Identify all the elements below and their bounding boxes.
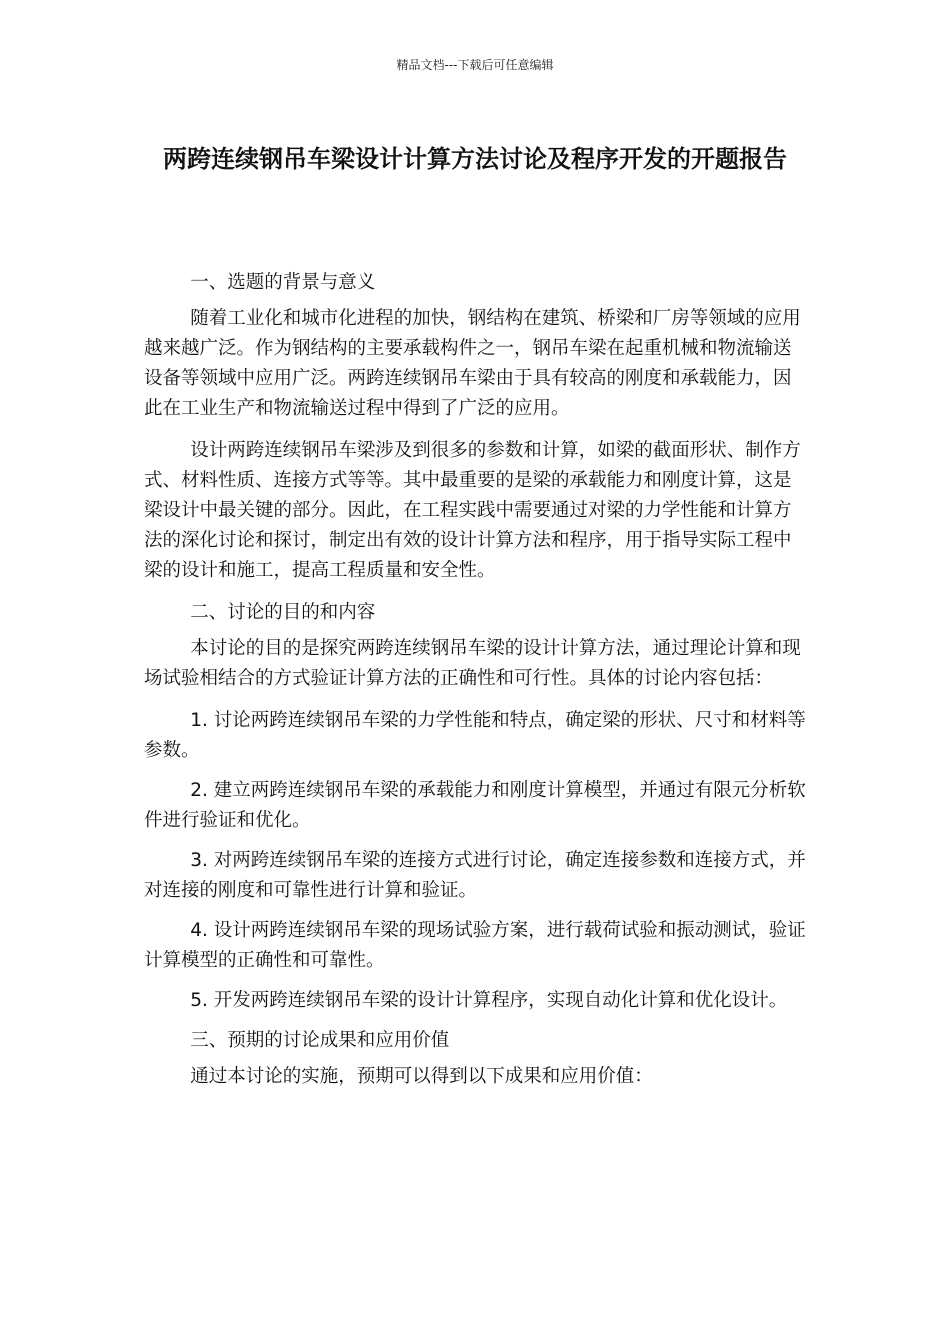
list-item: 4. 设计两跨连续钢吊车梁的现场试验方案，进行载荷试验和振动测试，验证计算模型的正确性和可靠性。 (144, 920, 806, 971)
section-heading-background: 一、选题的背景与意义 (190, 272, 376, 293)
paragraph-outcomes-intro: 通过本讨论的实施，预期可以得到以下成果和应用价值： (190, 1066, 653, 1087)
paragraph-background-1: 随着工业化和城市化进程的加快，钢结构在建筑、桥梁和厂房等领域的应用越来越广泛。作为钢结构的主要承载构件之一，钢吊车梁在起重机械和物流输送设备等领域中应用广泛。两跨连续钢吊车梁由于具有较高的刚度和承载能力，因此在工业生产和物流输送过程中得到了广泛的应用。 (144, 308, 801, 419)
list-item: 5. 开发两跨连续钢吊车梁的设计计算程序，实现自动化计算和优化设计。 (190, 990, 788, 1011)
list-item: 1. 讨论两跨连续钢吊车梁的力学性能和特点，确定梁的形状、尺寸和材料等参数。 (144, 710, 806, 761)
document-body (144, 268, 806, 1104)
paragraph-background-2: 设计两跨连续钢吊车梁涉及到很多的参数和计算，如梁的截面形状、制作方式、材料性质、连接方式等等。其中最重要的是梁的承载能力和刚度计算，这是梁设计中最关键的部分。因此，在工程实践中需要通过对梁的力学性能和计算方法的深化讨论和探讨，制定出有效的设计计算方法和程序，用于指导实际工程中梁的设计和施工，提高工程质量和安全性。 (144, 440, 801, 581)
document-title: 两跨连续钢吊车梁设计计算方法讨论及程序开发的开题报告 (163, 145, 787, 173)
page-header-watermark: 精品文档---下载后可任意编辑 (396, 58, 554, 72)
section-heading-purpose: 二、讨论的目的和内容 (190, 602, 376, 623)
list-item: 2. 建立两跨连续钢吊车梁的承载能力和刚度计算模型，并通过有限元分析软件进行验证和优化。 (144, 780, 806, 831)
section-heading-outcomes: 三、预期的讨论成果和应用价值 (190, 1030, 450, 1051)
paragraph-purpose-intro: 本讨论的目的是探究两跨连续钢吊车梁的设计计算方法，通过理论计算和现场试验相结合的方式验证计算方法的正确性和可行性。具体的讨论内容包括： (144, 638, 801, 689)
list-item: 3. 对两跨连续钢吊车梁的连接方式进行讨论，确定连接参数和连接方式，并对连接的刚度和可靠性进行计算和验证。 (144, 850, 806, 901)
